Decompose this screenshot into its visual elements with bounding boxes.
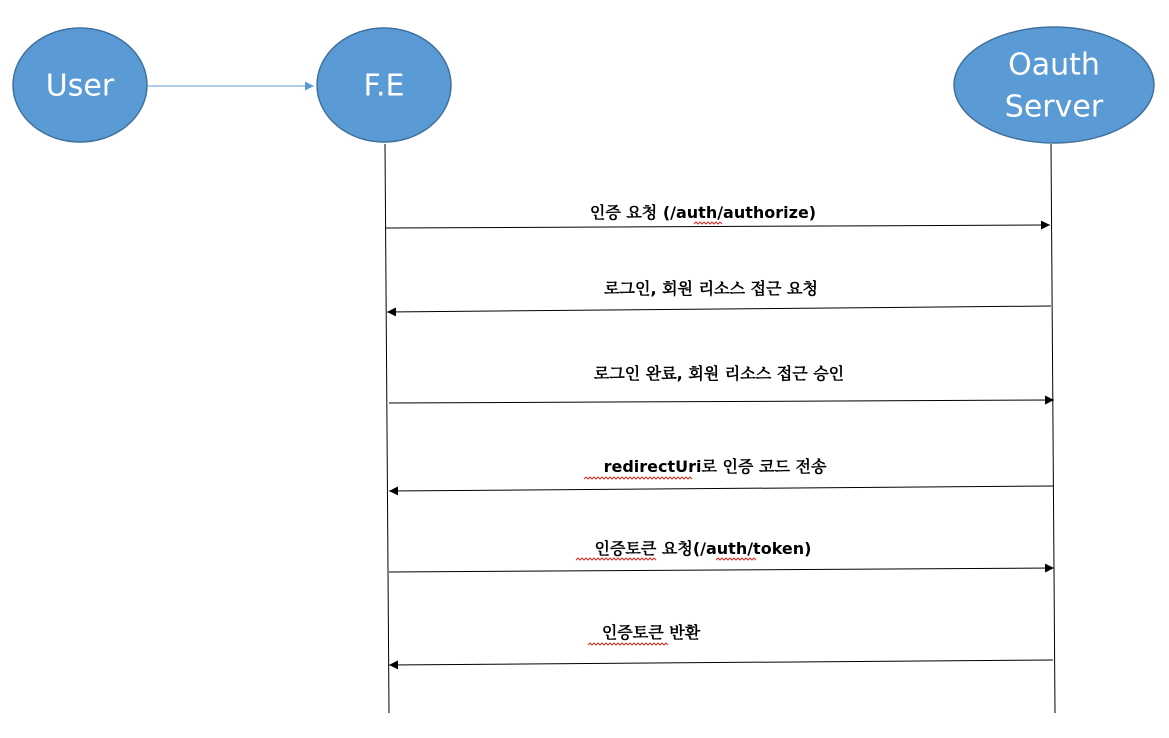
message-label: redirectUri로 인증 코드 전송 [603,457,827,476]
message-arrow [389,400,1054,403]
spellcheck-underline [576,558,656,560]
spellcheck-underline [716,558,756,560]
spellcheck-underline [694,222,722,224]
message-arrow [387,306,1051,312]
message-label: 인증 요청 (/auth/authorize) [589,203,817,222]
oauth-lifeline [1051,144,1055,713]
message-redirect-code [389,457,1053,491]
message-label: 로그인 완료, 회원 리소스 접근 승인 [593,364,845,383]
fe-actor [317,28,451,142]
message-token-return [389,623,1053,665]
oauth-server-actor-circle [954,27,1154,143]
message-token-request [389,539,1054,572]
spellcheck-underline [588,643,668,645]
spellcheck-underline [584,477,692,479]
message-arrow [389,486,1053,491]
oauth-server-actor [954,27,1154,143]
fe-lifeline [385,144,389,713]
message-arrow [386,225,1050,228]
oauth-server-label-line2: Server [1004,89,1104,125]
fe-actor-label: F.E [363,68,405,104]
message-arrow [389,660,1053,665]
message-label: 인증토큰 요청(/auth/token) [594,539,812,558]
user-actor-label: User [45,68,115,104]
message-label: 인증토큰 반환 [601,623,701,642]
message-auth-request [386,203,1050,228]
message-login-request [387,279,1051,312]
oauth-server-label-line1: Oauth [1008,47,1100,83]
user-actor [13,28,147,142]
message-label: 로그인, 회원 리소스 접근 요청 [604,279,818,298]
message-login-complete [389,364,1054,403]
message-arrow [389,568,1054,572]
